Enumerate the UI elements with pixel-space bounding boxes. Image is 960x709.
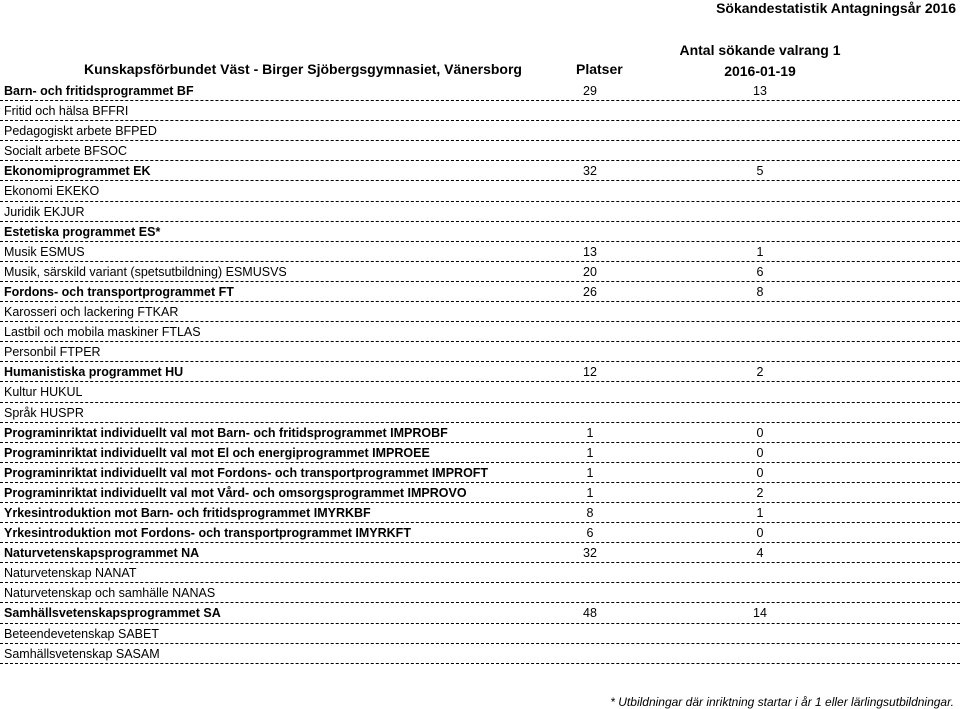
- sokande-column-header: [676, 40, 844, 82]
- program-name: Ekonomi EKEKO: [4, 184, 100, 199]
- platser-value: 6: [586, 526, 594, 541]
- program-name: Fritid och hälsa BFFRI: [4, 104, 129, 119]
- program-row: [0, 161, 960, 181]
- platser-value: 13: [583, 244, 597, 259]
- program-row: [0, 423, 960, 443]
- platser-value: 12: [583, 365, 597, 380]
- sokande-value: 5: [756, 164, 764, 179]
- program-row: [0, 603, 960, 623]
- program-name: Estetiska programmet ES*: [4, 224, 161, 239]
- program-table: [0, 81, 960, 664]
- program-name: Programinriktat individuellt val mot Vård- och omsorgsprogrammet IMPROVO: [4, 485, 467, 500]
- sokande-header-date: 2016-01-19: [724, 63, 796, 79]
- program-row: [0, 503, 960, 523]
- program-name: Programinriktat individuellt val mot Fordons- och transportprogrammet IMPROFT: [4, 465, 489, 480]
- platser-value: 32: [583, 164, 597, 179]
- platser-value: 32: [583, 546, 597, 561]
- program-row: [0, 463, 960, 483]
- inriktning-row: [0, 121, 960, 141]
- inriktning-row: [0, 403, 960, 423]
- inriktning-row: [0, 322, 960, 342]
- platser-value: 48: [583, 606, 597, 621]
- sokande-value: 6: [756, 264, 764, 279]
- inriktning-row: [0, 181, 960, 201]
- program-name: Personbil FTPER: [4, 345, 101, 360]
- program-row: [0, 362, 960, 382]
- program-name: Yrkesintroduktion mot Barn- och fritidsprogrammet IMYRKBF: [4, 505, 371, 520]
- sokande-value: 14: [753, 606, 767, 621]
- program-name: Samhällsvetenskap SASAM: [4, 646, 160, 661]
- program-name: Fordons- och transportprogrammet FT: [4, 284, 234, 299]
- sokande-value: 0: [756, 465, 764, 480]
- platser-value: 29: [583, 84, 597, 98]
- sokande-value: 1: [756, 505, 764, 520]
- program-name: Naturvetenskap och samhälle NANAS: [4, 586, 216, 601]
- platser-column-header: Platser: [576, 61, 623, 77]
- program-name: Humanistiska programmet HU: [4, 365, 184, 380]
- program-name: Samhällsvetenskapsprogrammet SA: [4, 606, 221, 621]
- sokande-value: 8: [756, 284, 764, 299]
- program-name: Socialt arbete BFSOC: [4, 144, 127, 159]
- program-row: [0, 81, 960, 101]
- platser-value: 1: [586, 485, 594, 500]
- platser-value: 20: [583, 264, 597, 279]
- program-row: [0, 483, 960, 503]
- program-name: Ekonomiprogrammet EK: [4, 164, 151, 179]
- program-name: Beteendevetenskap SABET: [4, 626, 159, 641]
- program-name: Pedagogiskt arbete BFPED: [4, 124, 157, 139]
- program-row: [0, 543, 960, 563]
- program-name: Karosseri och lackering FTKAR: [4, 305, 179, 320]
- inriktning-row: [0, 242, 960, 262]
- program-name: Barn- och fritidsprogrammet BF: [4, 84, 194, 98]
- program-row: [0, 282, 960, 302]
- sokande-value: 2: [756, 485, 764, 500]
- inriktning-row: [0, 563, 960, 583]
- program-row: [0, 443, 960, 463]
- program-row: [0, 222, 960, 242]
- program-name: Naturvetenskap NANAT: [4, 566, 137, 581]
- organization-header: Kunskapsförbundet Väst - Birger Sjöbergsgymnasiet, Vänersborg: [84, 61, 522, 77]
- report-title: Sökandestatistik Antagningsår 2016: [716, 0, 956, 16]
- sokande-header-label: Antal sökande valrang 1: [679, 42, 841, 58]
- program-name: Programinriktat individuellt val mot El och energiprogrammet IMPROEE: [4, 445, 430, 460]
- sokande-value: 1: [756, 244, 764, 259]
- platser-value: 8: [586, 505, 594, 520]
- program-name: Naturvetenskapsprogrammet NA: [4, 546, 200, 561]
- platser-value: 26: [583, 284, 597, 299]
- inriktning-row: [0, 583, 960, 603]
- platser-value: 1: [586, 445, 594, 460]
- program-name: Lastbil och mobila maskiner FTLAS: [4, 325, 201, 340]
- sokande-value: 0: [756, 526, 764, 541]
- sokande-value: 2: [756, 365, 764, 380]
- inriktning-row: [0, 624, 960, 644]
- inriktning-row: [0, 302, 960, 322]
- footnote: * Utbildningar där inriktning startar i år 1 eller lärlingsutbildningar.: [610, 695, 954, 709]
- program-name: Musik ESMUS: [4, 244, 85, 259]
- inriktning-row: [0, 202, 960, 222]
- inriktning-row: [0, 644, 960, 664]
- sokande-value: 0: [756, 445, 764, 460]
- inriktning-row: [0, 141, 960, 161]
- sokande-value: 4: [756, 546, 764, 561]
- program-name: Språk HUSPR: [4, 405, 84, 420]
- inriktning-row: [0, 382, 960, 402]
- platser-value: 1: [586, 425, 594, 440]
- sokande-value: 13: [753, 84, 767, 98]
- program-name: Kultur HUKUL: [4, 385, 83, 400]
- program-row: [0, 523, 960, 543]
- inriktning-row: [0, 101, 960, 121]
- program-name: Musik, särskild variant (spetsutbildning) ESMUSVS: [4, 264, 287, 279]
- program-name: Programinriktat individuellt val mot Barn- och fritidsprogrammet IMPROBF: [4, 425, 448, 440]
- sokande-value: 0: [756, 425, 764, 440]
- inriktning-row: [0, 262, 960, 282]
- program-name: Yrkesintroduktion mot Fordons- och transportprogrammet IMYRKFT: [4, 526, 411, 541]
- inriktning-row: [0, 342, 960, 362]
- program-name: Juridik EKJUR: [4, 204, 85, 219]
- platser-value: 1: [586, 465, 594, 480]
